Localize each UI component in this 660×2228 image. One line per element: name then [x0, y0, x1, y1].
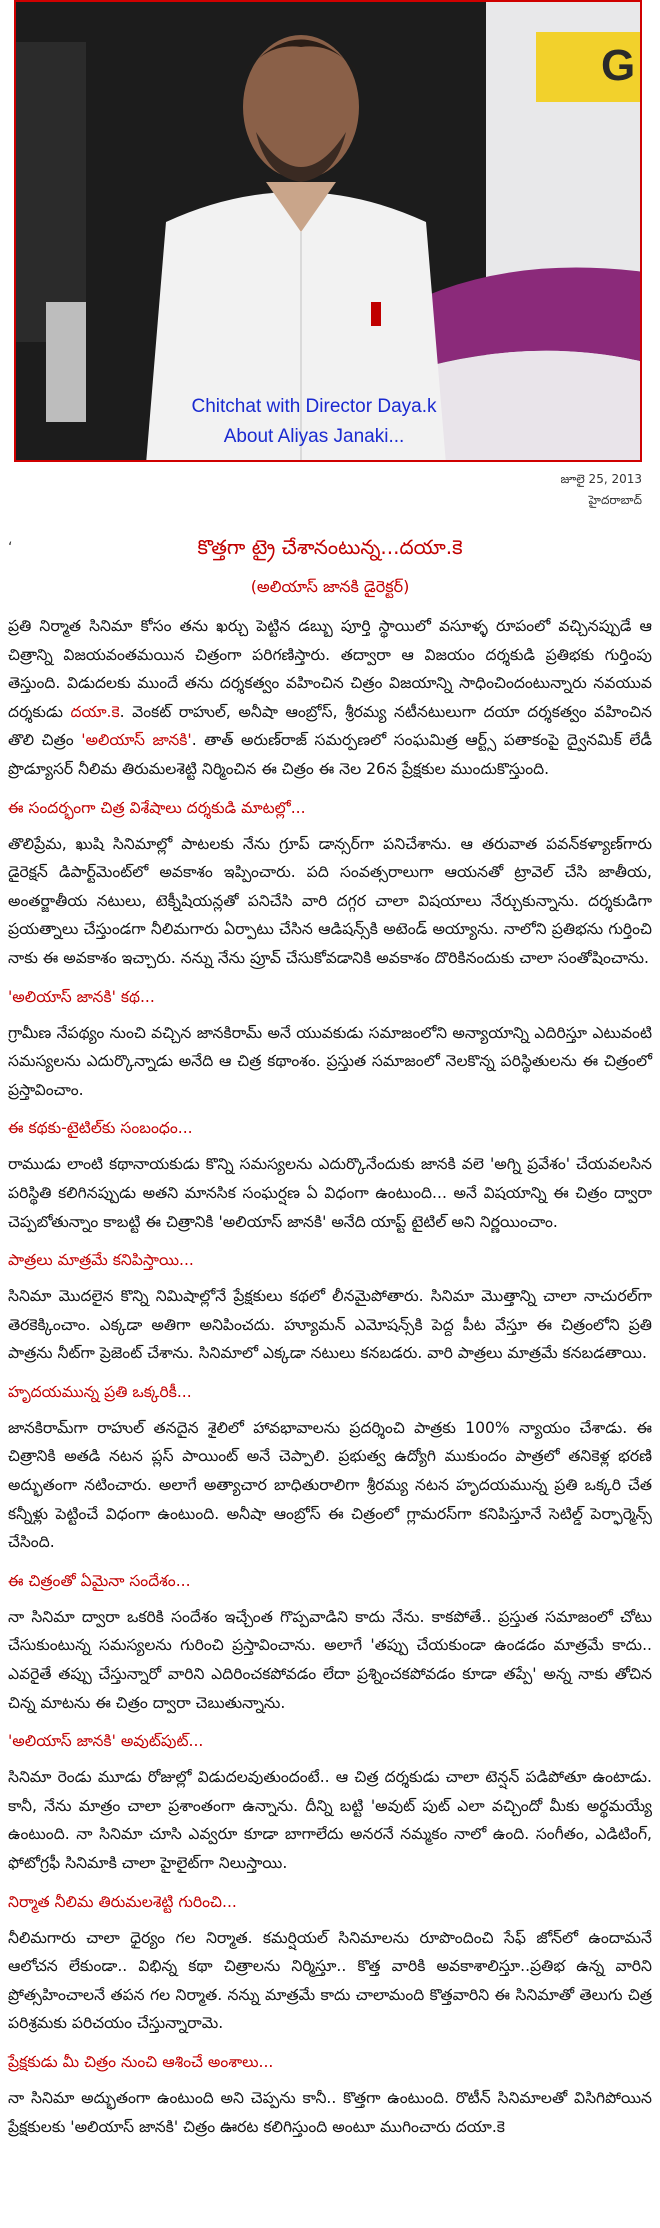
- quote-mark: ‘: [8, 540, 13, 556]
- section-text: నీలిమగారు చాలా ధైర్యం గల నిర్మాత. కమర్షియల్ సినిమాలను రూపొందించి సేఫ్ జోన్‌లో ఉందామనే ఆలోచన లేకుండా.. విభిన్న కథా చిత్రాలను నిర్మిస్తూ.. కొత్త వారికి అవకాశాలిస్తూ..ప్రతిభ ఉన్న వారిని ప్రోత్సహించాలనే తపన గల నిర్మాత. నన్ను మాత్రమే కాదు చాలామంది కొత్తవారిని ఈ సినిమాతో తెలుగు చిత్ర పరిశ్రమకు పరిచయం చేస్తున్నారామె.: [8, 1928, 652, 2033]
- intro-text-c: . తాత్ అరుణ్‌రాజ్ సమర్పణలో సంఘమిత్ర ఆర్ట్స్ పతాకంపై ద్వైనమిక్ లేడీ ప్రొడ్యూసర్ నీలిమ తిరుమలశెట్టి నిర్మించిన ఈ చిత్రం ఈ నెల 26న ప్రేక్షకుల ముందుకొస్తుంది.: [8, 731, 652, 778]
- section-title: నిర్మాత నీలిమ తిరుమలశెట్టి గురించి...: [8, 1892, 237, 1911]
- svg-text:G: G: [601, 41, 636, 90]
- section-title: ప్రేక్షకుడు మీ చిత్రం నుంచి ఆశించే అంశాలు...: [8, 2052, 274, 2071]
- section-text: జానకిరామ్‌గా రాహుల్ తనదైన శైలిలో హావభావాలను ప్రదర్శించి పాత్రకు 100% న్యాయం చేశాడు. ఈ చిత్రానికి అతడి నటన ప్లస్ పాయింట్ అనే చెప్పాలి. ప్రభుత్వ ఉద్యోగి ముకుందం పాత్రలో తనికెళ్ల భరణి అద్భుతంగా నటించారు. అలాగే అత్యాచార బాధితురాలిగా శ్రీరమ్య నటన హృదయమున్న ప్రతి ఒక్కరి చేత కన్నీళ్లు పెట్టించే విధంగా ఉంటుంది. అనీషా ఆంబ్రోస్ ఈ చిత్రంలో గ్లామరస్‌గా కనిపిస్తూనే సెటిల్డ్ పెర్ఫార్మెన్స్ చేసింది.: [8, 1418, 652, 1552]
- section-title: ఈ సందర్భంగా చిత్ర విశేషాలు దర్శకుడి మాటల్లో...: [8, 798, 306, 817]
- section-text: నా సినిమా ద్వారా ఒకరికి సందేశం ఇచ్చేంత గొప్పవాడిని కాదు నేను. కాకపోతే.. ప్రస్తుత సమాజంలో చోటు చేసుకుంటున్న సమస్యలను గురించి ప్రస్తావించాను. అలాగే 'తప్పు చేయకుండా ఉండడం మాత్రమే కాదు.. ఎవరైతే తప్పు చేస్తున్నారో వారిని ఎదిరించకపోవడం లేదా ప్రశ్నించకపోవడం కూడా తప్పే' అన్న నాకు తోచిన చిన్న మాటను ఈ చిత్రం ద్వారా చెబుతున్నాను.: [8, 1607, 652, 1712]
- section-text: తొలిప్రేమ, ఖుషి సినిమాల్లో పాటలకు నేను గ్రూప్ డాన్సర్‌గా పనిచేశాను. ఆ తరువాత పవన్‌కళ్యాణ్‌గారు డైరెక్షన్ డిపార్ట్‌మెంట్‌లో అవకాశం ఇప్పించారు. పది సంవత్సరాలుగా ఆయనతో ట్రావెల్ చేసి జాతీయ, అంతర్జాతీయ నటులు, టెక్నీషియన్లతో పనిచేసి వారి దగ్గర చాలా విషయాలు నేర్చుకున్నాను. దర్శకుడిగా ప్రయత్నాలు చేస్తుండగా నీలిమగారు ఏర్పాటు చేసిన ఆడిషన్స్‌కి అటెండ్ అయ్యాను. నాలోని ప్రతిభను గుర్తించి నాకు ఈ అవకాశం ఇచ్చారు. నన్ను నేను ప్రూవ్ చేసుకోవడానికి అవకాశం దొరికినందుకు చాలా సంతోషించాను.: [8, 834, 652, 967]
- section-title: ఈ కథకు-టైటిల్‌కు సంబంధం...: [8, 1119, 193, 1138]
- section-title: 'అలియాస్ జానకి' అవుట్‌పుట్...: [8, 1732, 204, 1751]
- photo-caption-line1: Chitchat with Director Daya.k: [191, 396, 437, 417]
- section-title: 'అలియాస్ జానకి' కథ...: [8, 987, 155, 1006]
- section-text: నా సినిమా అద్భుతంగా ఉంటుంది అని చెప్పను కానీ.. కొత్తగా ఉంటుంది. రొటీన్ సినిమాలతో విసిగిపోయిన ప్రేక్షకులకు 'అలియాస్ జానకి' చిత్రం ఊరట కలిగిస్తుంది అంటూ ముగించారు దయా.కె: [8, 2088, 652, 2136]
- article-headline: కొత్తగా ట్రై చేశానంటున్న...దయా.కె: [197, 535, 463, 559]
- publish-date: జూలై 25, 2013: [560, 472, 642, 486]
- film-name: 'అలియాస్ జానకి': [81, 731, 192, 750]
- section-text: గ్రామీణ నేపథ్యం నుంచి వచ్చిన జానకిరామ్ అనే యువకుడు సమాజంలోని అన్యాయాన్ని ఎదిరిస్తూ ఎటువంటి సమస్యలను ఎదుర్కొన్నాడు అనేది ఆ చిత్ర కథాంశం. ప్రస్తుత సమాజంలో నెలకొన్న పరిస్థితులను ఈ చిత్రంలో ప్రస్తావించాం.: [8, 1023, 652, 1099]
- section-text: సినిమా రెండు మూడు రోజుల్లో విడుదలవుతుందంటే.. ఆ చిత్ర దర్శకుడు చాలా టెన్షన్ పడిపోతూ ఉంటాడు. కానీ, నేను మాత్రం చాలా ప్రశాంతంగా ఉన్నాను. దీన్ని బట్టి 'అవుట్ పుట్ ఎలా వచ్చిందో మీకు అర్థమయ్యే ఉంటుంది. నా సినిమా చూసి ఎవ్వరూ కూడా బాగాలేదు అనరనే నమ్మకం నాలో ఉంది. సంగీతం, ఎడిటింగ్, ఫోటోగ్రఫీ సినిమాకి చాలా హైలైట్‌గా నిలుస్తాయి.: [8, 1768, 652, 1872]
- article-body: [8, 612, 652, 2153]
- intro-paragraph: [8, 612, 652, 784]
- section-title: పాత్రలు మాత్రమే కనిపిస్తాయి...: [8, 1251, 194, 1270]
- article-photo: [14, 0, 642, 462]
- section-title: హృదయమున్న ప్రతి ఒక్కరికీ...: [8, 1382, 192, 1401]
- article-subhead: (అలియాస్ జానకి డైరెక్టర్): [250, 577, 410, 596]
- section-title: ఈ చిత్రంతో ఏమైనా సందేశం...: [8, 1571, 191, 1590]
- photo-caption-line2: About Aliyas Janaki...: [223, 426, 405, 447]
- publish-place: హైదరాబాద్: [588, 493, 642, 507]
- section-text: సినిమా మొదలైన కొన్ని నిమిషాల్లోనే ప్రేక్షకులు కథలో లీనమైపోతారు. సినిమా మొత్తాన్ని చాలా నాచురల్‌గా తెరకెక్కించాం. ఎక్కడా అతిగా అనిపించదు. హ్యూమన్ ఎమోషన్స్‌కి పెద్ద పీట వేస్తూ ఈ చిత్రంలోని ప్రతి పాత్రను నీట్‌గా ప్రెజెంట్ చేశాను. సినిమాలో ఎక్కడా నటులు కనబడరు. వారి పాత్రలు మాత్రమే కనబడతాయి.: [8, 1287, 652, 1363]
- intro-text-b: . వెంకట్ రాహుల్, అనీషా ఆంబ్రోస్, శ్రీరమ్య నటీనటులుగా దయా దర్శకత్వం వహించిన తొలి చిత్రం: [8, 702, 652, 750]
- director-name: దయా.కె: [70, 702, 120, 721]
- intro-text-a: ప్రతి నిర్మాత సినిమా కోసం తను ఖర్చు పెట్టిన డబ్బు పూర్తి స్థాయిలో వసూళ్ళ రూపంలో వచ్చినప్పుడే ఆ చిత్రాన్ని విజయవంతమయిన చిత్రంగా పరిగణిస్తారు. తద్వారా ఆ విజయం దర్శకుడి ప్రతిభకు గుర్తింపు తెస్తుంది. విడుదలకు ముందే తను దర్శకత్వం వహించిన చిత్రం విజయాన్ని సాధించిందంటున్నారు నవయువ దర్శకుడు: [8, 617, 652, 721]
- section-text: రాముడు లాంటి కథానాయకుడు కొన్ని సమస్యలను ఎదుర్కొనేందుకు జానకి వలె 'అగ్ని ప్రవేశం' చేయవలసిన పరిస్థితి కలిగినప్పుడు అతని మానసిక సంఘర్షణ ఏ విధంగా ఉంటుంది... అనే విషయాన్ని ఈ చిత్రం ద్వారా చెప్పబోతున్నాం కాబట్టి ఈ చిత్రానికి 'అలియాస్ జానకి' అనేది యాప్ట్ టైటిల్ అని నిర్ణయించాం.: [8, 1155, 652, 1231]
